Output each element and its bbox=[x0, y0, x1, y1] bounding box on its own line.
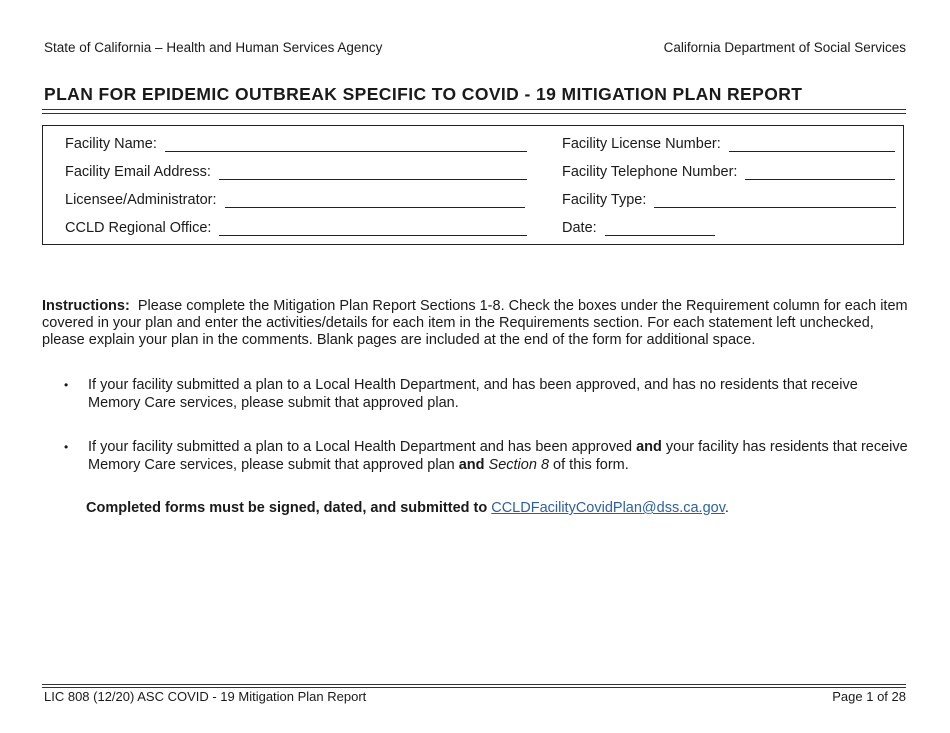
department-header: California Department of Social Services bbox=[663, 40, 906, 55]
facility-email-input-line[interactable] bbox=[219, 165, 527, 180]
telephone-field[interactable] bbox=[562, 164, 895, 180]
bullet-2-section: Section 8 bbox=[488, 457, 550, 473]
instructions-label: Instructions: bbox=[42, 298, 130, 314]
licensee-field[interactable] bbox=[65, 192, 525, 208]
title-rule-top bbox=[42, 109, 906, 110]
facility-type-input-line[interactable] bbox=[654, 193, 896, 208]
submit-period: . bbox=[724, 500, 729, 516]
bullet-2-and1: and bbox=[636, 439, 662, 455]
facility-email-field[interactable] bbox=[65, 164, 527, 180]
title-rule-bottom bbox=[42, 113, 906, 114]
footer-rule-top bbox=[42, 684, 906, 685]
instructions-text: Please complete the Mitigation Plan Report Sections 1-8. Check the boxes under the Requirement column for each item covered in your plan and enter the activities/details for each item in the Requirements section. For each statement left unchecked, please explain your plan in the comments. Blank pages are included at the end of the form for additional space. bbox=[42, 298, 908, 348]
agency-header: State of California – Health and Human Services Agency bbox=[44, 40, 383, 55]
bullet-1-text: If your facility submitted a plan to a Local Health Department, and has been approved, and has no residents that receive Memory Care services, please submit that approved plan. bbox=[88, 377, 858, 411]
bullet-1-dot: • bbox=[64, 378, 69, 392]
regional-office-field[interactable] bbox=[65, 220, 527, 236]
license-number-field[interactable] bbox=[562, 136, 895, 152]
form-id-footer: LIC 808 (12/20) ASC COVID - 19 Mitigation Plan Report bbox=[44, 689, 367, 704]
license-number-label: Facility License Number: bbox=[562, 136, 721, 152]
facility-name-field[interactable] bbox=[65, 136, 527, 152]
footer-rule-bottom bbox=[42, 687, 906, 688]
bullet-2-text bbox=[88, 438, 908, 474]
facility-name-input-line[interactable] bbox=[165, 137, 527, 152]
date-input-line[interactable] bbox=[605, 221, 715, 236]
bullet-2-part2: your facility has residents that receive Memory Care services, please submit that approved plan bbox=[88, 439, 908, 473]
facility-type-label: Facility Type: bbox=[562, 192, 647, 208]
date-field[interactable] bbox=[562, 220, 715, 236]
submission-email-link[interactable]: CCLDFacilityCovidPlan@dss.ca.gov bbox=[491, 500, 725, 516]
license-number-input-line[interactable] bbox=[729, 137, 895, 152]
regional-office-label: CCLD Regional Office: bbox=[65, 220, 212, 236]
regional-office-input-line[interactable] bbox=[219, 221, 527, 236]
telephone-label: Facility Telephone Number: bbox=[562, 164, 738, 180]
facility-name-label: Facility Name: bbox=[65, 136, 157, 152]
telephone-input-line[interactable] bbox=[745, 165, 895, 180]
facility-type-field[interactable] bbox=[562, 192, 896, 208]
page-number: Page 1 of 28 bbox=[832, 689, 906, 704]
licensee-input-line[interactable] bbox=[225, 193, 525, 208]
bullet-2-and2: and bbox=[458, 457, 485, 473]
page-title: PLAN FOR EPIDEMIC OUTBREAK SPECIFIC TO COVID - 19 MITIGATION PLAN REPORT bbox=[44, 84, 803, 104]
submit-instruction bbox=[86, 500, 729, 516]
licensee-label: Licensee/Administrator: bbox=[65, 192, 217, 208]
bullet-2-part3: of this form. bbox=[549, 457, 629, 473]
date-label: Date: bbox=[562, 220, 597, 236]
submit-text: Completed forms must be signed, dated, and submitted to bbox=[86, 500, 488, 516]
facility-email-label: Facility Email Address: bbox=[65, 164, 211, 180]
instructions-paragraph bbox=[42, 298, 908, 349]
bullet-2-dot: • bbox=[64, 440, 69, 454]
bullet-2-part1: If your facility submitted a plan to a Local Health Department and has been approved bbox=[88, 439, 637, 455]
